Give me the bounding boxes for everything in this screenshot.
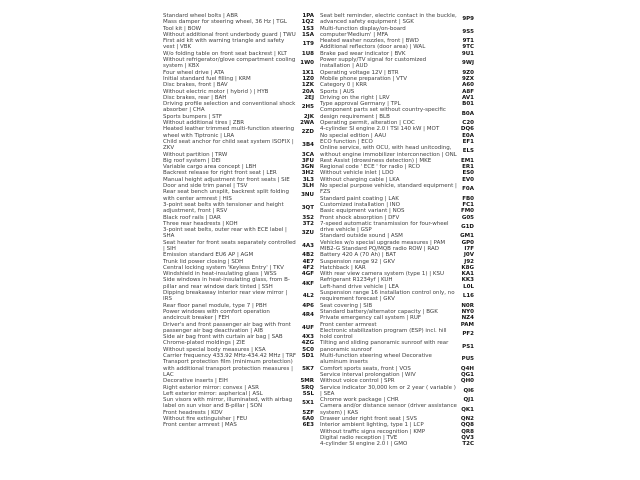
option-description: Door and side trim panel | TSV — [163, 183, 248, 190]
option-code: 3T2 — [302, 220, 314, 227]
option-description: Multi-function steering wheel Decorative aluminum inserts — [320, 353, 432, 366]
option-description: Emission standard EU6 AP | AGM — [163, 252, 254, 259]
option-code: F0A — [462, 186, 474, 193]
option-code: 9T1 — [462, 38, 474, 45]
option-description: Variable cargo area concept | LBH — [163, 164, 257, 171]
option-code: 3GN — [301, 164, 314, 171]
option-code: C20 — [462, 120, 474, 127]
option-code: KA1 — [461, 271, 474, 278]
option-description: Driver's and front passenger air bag with front passenger air bag deactivation | AIB — [163, 321, 291, 334]
option-row — [320, 328, 474, 341]
option-description: Front center armrest — [320, 321, 377, 328]
option-description: Black roof rails | DAR — [163, 214, 221, 221]
option-code: 3L3 — [302, 176, 314, 183]
option-code: ES0 — [462, 170, 474, 177]
option-description: Component parts set without country-specific design requirement | BLB — [320, 107, 446, 120]
option-description: Seat heater for front seats separately controlled | SIH — [163, 239, 296, 252]
option-code: 9TC — [462, 44, 474, 51]
option-code: GM1 — [460, 233, 474, 240]
option-description: Battery 420 A (70 Ah) | BAT — [320, 252, 396, 259]
option-description: Suspension range 92 | GKV — [320, 258, 395, 265]
option-row — [163, 139, 314, 152]
option-code: 5C0 — [302, 346, 314, 353]
option-row — [163, 290, 314, 303]
option-description: Service indicator 30,000 km or 2 year ( variable ) | SEA — [320, 384, 456, 397]
option-description: No special purpose vehicle, standard equipment | FZS — [320, 183, 457, 196]
option-code: 1S3 — [302, 25, 314, 32]
option-description: Mass damper for steering wheel, 36 Hz | TGL — [163, 19, 287, 26]
option-description: Category 0 | KRR — [320, 82, 367, 89]
option-code: NZ4 — [461, 315, 474, 322]
option-description: Comfort sports seats, front | VOS — [320, 365, 411, 372]
option-description: Side windows in heat-insulating glass, from B-pillar and rear window dark tinted | SSH — [163, 277, 290, 290]
option-description: Standard battery/alternator capacity | BGK — [320, 308, 438, 315]
option-code: 4E7 — [302, 258, 314, 265]
option-code: 2WA — [300, 120, 314, 127]
option-code: PF2 — [462, 330, 474, 337]
option-row — [163, 38, 314, 51]
option-code: QV3 — [461, 434, 474, 441]
option-code: Q4H — [460, 365, 474, 372]
option-description: Multi-function display/on-board computer'Medium' | MFA — [320, 25, 406, 38]
option-code: 1Z0 — [302, 75, 314, 82]
option-code: NY0 — [461, 308, 474, 315]
option-description: Without partition | TRW — [163, 151, 228, 158]
option-description: Front shock absorption | DFV — [320, 214, 400, 221]
option-code: 3QT — [301, 205, 314, 212]
option-code: 2JK — [303, 113, 314, 120]
option-row — [320, 183, 474, 196]
option-description: Additional reflectors (door area) | WAL — [320, 44, 426, 51]
option-description: Rest Assist (drowsiness detection) | MKE — [320, 157, 432, 164]
option-code: EV0 — [462, 176, 474, 183]
option-description: Type approval Germany | TPL — [320, 101, 401, 108]
option-description: Four wheel drive | ATA — [163, 69, 225, 76]
option-description: Online service, with OCU, with head unitcoding, without engine immobilizer interconnection | ONL — [320, 145, 457, 158]
option-description: Refrigerant R1234yf | KUH — [320, 277, 393, 284]
option-description: Disc brakes, front | BAV — [163, 82, 228, 89]
option-code: 4ZG — [301, 340, 314, 347]
option-code: 1Q2 — [301, 19, 314, 26]
option-code: 9WJ — [462, 60, 474, 67]
option-description: Without traffic signs recognition | KMP — [320, 428, 426, 435]
option-description: W/o folding table on front seat backrest | KLT — [163, 50, 287, 57]
option-description: 7-speed automatic transmission for four-wheel drive vehicle | GSP — [320, 220, 449, 234]
option-row — [320, 57, 474, 70]
option-code: 3CA — [301, 151, 314, 158]
option-code: 3ZU — [301, 230, 314, 237]
option-row — [163, 240, 314, 253]
option-code: 5X1 — [302, 400, 314, 407]
option-description: Backrest release for right front seat | LER — [163, 170, 277, 177]
option-description: Without additional tires | ZBR — [163, 120, 245, 127]
options-column-left — [163, 13, 314, 429]
option-description: Standard outside sound | ASM — [320, 233, 403, 240]
option-code: 3S2 — [302, 214, 314, 221]
option-row — [320, 385, 474, 398]
option-code: A8F — [462, 88, 474, 95]
option-code: 4A3 — [302, 242, 314, 249]
option-description: Disc brakes, rear | BAH — [163, 94, 227, 101]
option-code: 4P6 — [302, 302, 314, 309]
option-description: Dipping breakaway interior rear view mirror | IRS — [163, 290, 288, 303]
option-code: FB0 — [462, 195, 474, 202]
option-description: Transport protection film (minimum protection) with additional transport protection measures | LAC — [163, 359, 293, 378]
option-description: Customized installation | INO — [320, 201, 400, 208]
option-code: 4KF — [302, 280, 314, 287]
option-description: Suspension range 16 installation control only, no requirement forecast | GKV — [320, 290, 455, 303]
option-description: Without fire extinguisher | FEU — [163, 416, 248, 422]
option-description: Windshield in heat-insulating glass | WSS — [163, 271, 277, 278]
option-row — [320, 353, 474, 366]
option-code: 1PA — [302, 13, 314, 19]
option-description: ECO function | ECO — [320, 138, 373, 145]
option-code: 3FU — [301, 157, 314, 164]
option-description: Without additional front underbody guard | TWU — [163, 31, 296, 38]
option-description: 3-point seat belts with tensioner and height adjustment, front | RSV — [163, 201, 284, 215]
option-code: 4UF — [301, 324, 314, 331]
option-code: QG1 — [460, 371, 474, 378]
option-description: Big roof system | DEI — [163, 157, 221, 164]
option-code: 3B4 — [302, 142, 314, 149]
option-code: 9S5 — [462, 28, 474, 35]
option-row — [320, 403, 474, 416]
option-description: Basic equipment variant | NOS — [320, 208, 405, 215]
option-description: Operating permit, alteration | COC — [320, 120, 415, 127]
option-code: B0A — [461, 110, 474, 117]
option-code: 9Z0 — [462, 69, 474, 76]
option-code: 1X1 — [302, 69, 314, 76]
option-code: 2ZD — [301, 129, 314, 136]
option-code: 4R4 — [302, 312, 314, 319]
option-code: FC1 — [462, 201, 474, 208]
option-code: 1SA — [301, 31, 314, 38]
option-description: Central locking system 'Keyless Entry' | TKV — [163, 264, 284, 271]
option-code: 1ZK — [301, 82, 314, 89]
option-code: 4B2 — [302, 252, 314, 259]
option-row — [163, 227, 314, 240]
option-description: With rear view camera system (type 1) | KSU — [320, 271, 444, 278]
option-description: Initial standard fuel filling | KRM — [163, 75, 251, 82]
option-code: PU5 — [461, 356, 474, 363]
option-row — [163, 359, 314, 378]
option-description: Operating voltage 12V | BTR — [320, 69, 399, 76]
option-description: Right exterior mirror: convex | ASR — [163, 384, 259, 391]
option-row — [320, 340, 474, 353]
option-row — [163, 309, 314, 322]
option-code: 20A — [302, 88, 314, 95]
option-code: EF1 — [462, 138, 474, 145]
option-description: Standard paint coating | LAK — [320, 195, 399, 202]
option-description: Without refrigerator/glove compartment cooling system | KBX — [163, 57, 296, 70]
option-code: 6A0 — [302, 416, 314, 422]
option-code: EM1 — [460, 157, 474, 164]
option-code: J92 — [464, 258, 474, 265]
option-row — [163, 126, 314, 139]
option-description: Without voice control | SPR — [320, 378, 395, 385]
option-row — [163, 322, 314, 335]
option-code: G05 — [461, 214, 474, 221]
option-description: Power windows with comfort operation andcircuit breaker | FEH — [163, 308, 270, 322]
option-row — [320, 26, 474, 39]
option-description: Sun visors with mirror, illuminated, with airbag label on sun visor and B-pillar | SON — [163, 397, 293, 410]
option-description: Power supply/TV signal for customized installation | AUD — [320, 57, 427, 70]
option-code: K8G — [461, 264, 474, 271]
option-row — [320, 13, 474, 26]
option-code: 5K7 — [302, 365, 314, 372]
option-code: 4L2 — [302, 293, 314, 300]
option-code: 4GF — [301, 271, 314, 278]
option-row — [163, 189, 314, 202]
option-row — [163, 101, 314, 114]
option-code: N0R — [461, 302, 474, 309]
option-code: ER1 — [462, 164, 474, 171]
option-row — [163, 422, 314, 428]
option-description: Decorative inserts | EIH — [163, 378, 228, 385]
option-code: QH0 — [460, 378, 474, 385]
option-description: Without special body measures | KSA — [163, 346, 266, 353]
option-description: Rear floor panel module, type 7 | PBH — [163, 302, 267, 309]
option-code: 4F2 — [302, 264, 314, 271]
option-description: Without vehicle inlet | LDO — [320, 170, 394, 177]
option-description: Driving profile selection and conventional shock absorber | CHA — [163, 101, 296, 114]
option-code: 1T9 — [302, 41, 314, 48]
option-description: Heated washer nozzles, front | BWD — [320, 38, 419, 45]
option-description: Left-hand drive vehicle | LEA — [320, 283, 399, 290]
option-code: QN2 — [460, 416, 474, 422]
option-description: MIB2-G Standard PQ/MQB radio ROW | RAD — [320, 245, 439, 252]
option-code: 1U8 — [301, 50, 314, 57]
option-description: Camera and/or distance sensor (driver assistance system) | KAS — [320, 403, 457, 416]
option-code: 6E3 — [302, 422, 314, 429]
option-description: 3-point seat belts, outer rear with ECE label | SHA — [163, 227, 287, 240]
option-description: Service interval prolongation | WIV — [320, 371, 416, 378]
option-code: PAM — [460, 321, 474, 328]
option-code: 2EJ — [304, 94, 314, 101]
option-description: Mobile phone preparation | VTV — [320, 75, 408, 82]
option-code: 3LH — [302, 183, 314, 190]
option-description: Tilting and sliding panoramic sunroof with rear panoramic sunroof — [320, 340, 449, 353]
option-row — [163, 277, 314, 290]
option-row — [320, 145, 474, 158]
option-description: Without electric motor ( hybrid ) | HYB — [163, 88, 269, 95]
option-description: Seat covering | SIB — [320, 302, 373, 309]
option-code: T2C — [462, 441, 474, 448]
option-code: 2H5 — [301, 104, 314, 111]
option-description: Heated leather trimmed multi-function steering wheel with Tiptronic | LRA — [163, 126, 295, 139]
option-description: Left exterior mirror: aspherical | ASL — [163, 390, 263, 397]
option-description: Electronic stabilization program (ESP) incl. hill hold control — [320, 327, 447, 341]
option-description: Brake pad wear indicator | BVK — [320, 50, 406, 57]
option-code: B01 — [462, 101, 474, 108]
option-code: QI6 — [463, 387, 474, 394]
option-code: 5MR — [300, 378, 314, 385]
option-code: E0A — [462, 132, 474, 139]
option-code: 5ZF — [302, 409, 314, 416]
option-code: 1W0 — [300, 60, 314, 67]
option-row — [163, 397, 314, 410]
option-description: Front headrests | KOV — [163, 409, 223, 416]
option-code: J0V — [463, 252, 474, 259]
option-description: No special edition | AAU — [320, 132, 387, 139]
option-code: QJ1 — [463, 397, 474, 404]
option-code: G1D — [461, 223, 474, 230]
option-code: 9P9 — [462, 16, 474, 23]
option-description: Sports bumpers | STF — [163, 113, 223, 120]
option-description: 4-cylinder SI engine 2.0 l TSI 140 kW | MOT — [320, 126, 440, 133]
option-code: L16 — [462, 293, 474, 300]
option-description: Carrier frequency 433.92 MHz-434.42 MHz | TRF — [163, 353, 297, 360]
option-description: Front center armrest | MAS — [163, 422, 237, 429]
option-code: I7F — [464, 245, 474, 252]
option-description: Manual height adjustment for front seats | SIE — [163, 176, 290, 183]
option-code: 3NU — [301, 192, 314, 199]
option-code: 5D1 — [301, 353, 314, 360]
option-code: 9ZX — [461, 75, 474, 82]
option-code: QQ8 — [460, 422, 474, 429]
option-row — [163, 57, 314, 70]
option-description: Side air bag front with curtain air bag | SAB — [163, 334, 283, 341]
option-description: Driving on the right | LRV — [320, 94, 390, 101]
option-code: 5SL — [302, 390, 314, 397]
option-row — [320, 107, 474, 120]
option-description: First aid kit with warning triangle and safety vest | VBK — [163, 38, 285, 51]
option-code: KK3 — [461, 277, 474, 284]
option-code: ELS — [462, 148, 474, 155]
option-description: Chrome work package | CHR — [320, 397, 399, 404]
option-description: Without charging cable | LKA — [320, 176, 400, 183]
option-description: 4-cylinder SI engine 2.0 l | GMO — [320, 441, 408, 448]
option-row — [320, 441, 474, 447]
option-code: A60 — [462, 82, 474, 89]
option-description: Regional code ' ECE ' for radio | RCO — [320, 164, 420, 171]
option-description: Sports | AUS — [320, 88, 355, 95]
option-code: 9U1 — [461, 50, 474, 57]
option-description: Hatchback | KAR — [320, 264, 366, 271]
options-column-right — [320, 13, 474, 447]
vehicle-options-list — [163, 13, 474, 447]
option-description: Drawer under right front seat | SVS — [320, 416, 417, 422]
option-row — [320, 290, 474, 303]
option-code: QK1 — [461, 406, 474, 413]
option-code: AV1 — [462, 94, 474, 101]
option-code: GP0 — [461, 239, 474, 246]
option-description: Three rear headrests | KOH — [163, 220, 238, 227]
option-description: Standard wheel bolts | ABR — [163, 13, 238, 19]
option-description: Private emergency call system | RUF — [320, 315, 422, 322]
option-code: FM0 — [460, 208, 474, 215]
option-code: PS1 — [462, 343, 474, 350]
option-row — [163, 202, 314, 215]
option-description: Rear seat bench unsplit, backrest split folding with center armrest | HIS — [163, 189, 290, 202]
option-row — [320, 221, 474, 234]
option-code: L0L — [463, 283, 474, 290]
option-code: QR8 — [461, 428, 474, 435]
option-description: Vehicles w/o special upgrade measures | PAM — [320, 239, 446, 246]
option-description: Interior ambient lighting, type 1 | LCP — [320, 422, 424, 429]
option-code: 5RQ — [301, 384, 314, 391]
option-description: Chrome-plated moldings | ZIE — [163, 340, 246, 347]
option-description: Tool kit | BOW — [163, 25, 202, 32]
option-description: Seat belt reminder, electric contact in the buckle, advanced safety equipment | SGK — [320, 13, 457, 26]
option-code: 4X3 — [302, 334, 314, 341]
option-code: 3H2 — [301, 170, 314, 177]
option-description: Child seat anchor for child seat system ISOFIX | ZKV — [163, 138, 294, 152]
option-description: Trunk lid power closing | SDH — [163, 258, 244, 265]
option-code: DQ6 — [460, 126, 474, 133]
option-description: Digital radio reception | TVE — [320, 434, 398, 441]
